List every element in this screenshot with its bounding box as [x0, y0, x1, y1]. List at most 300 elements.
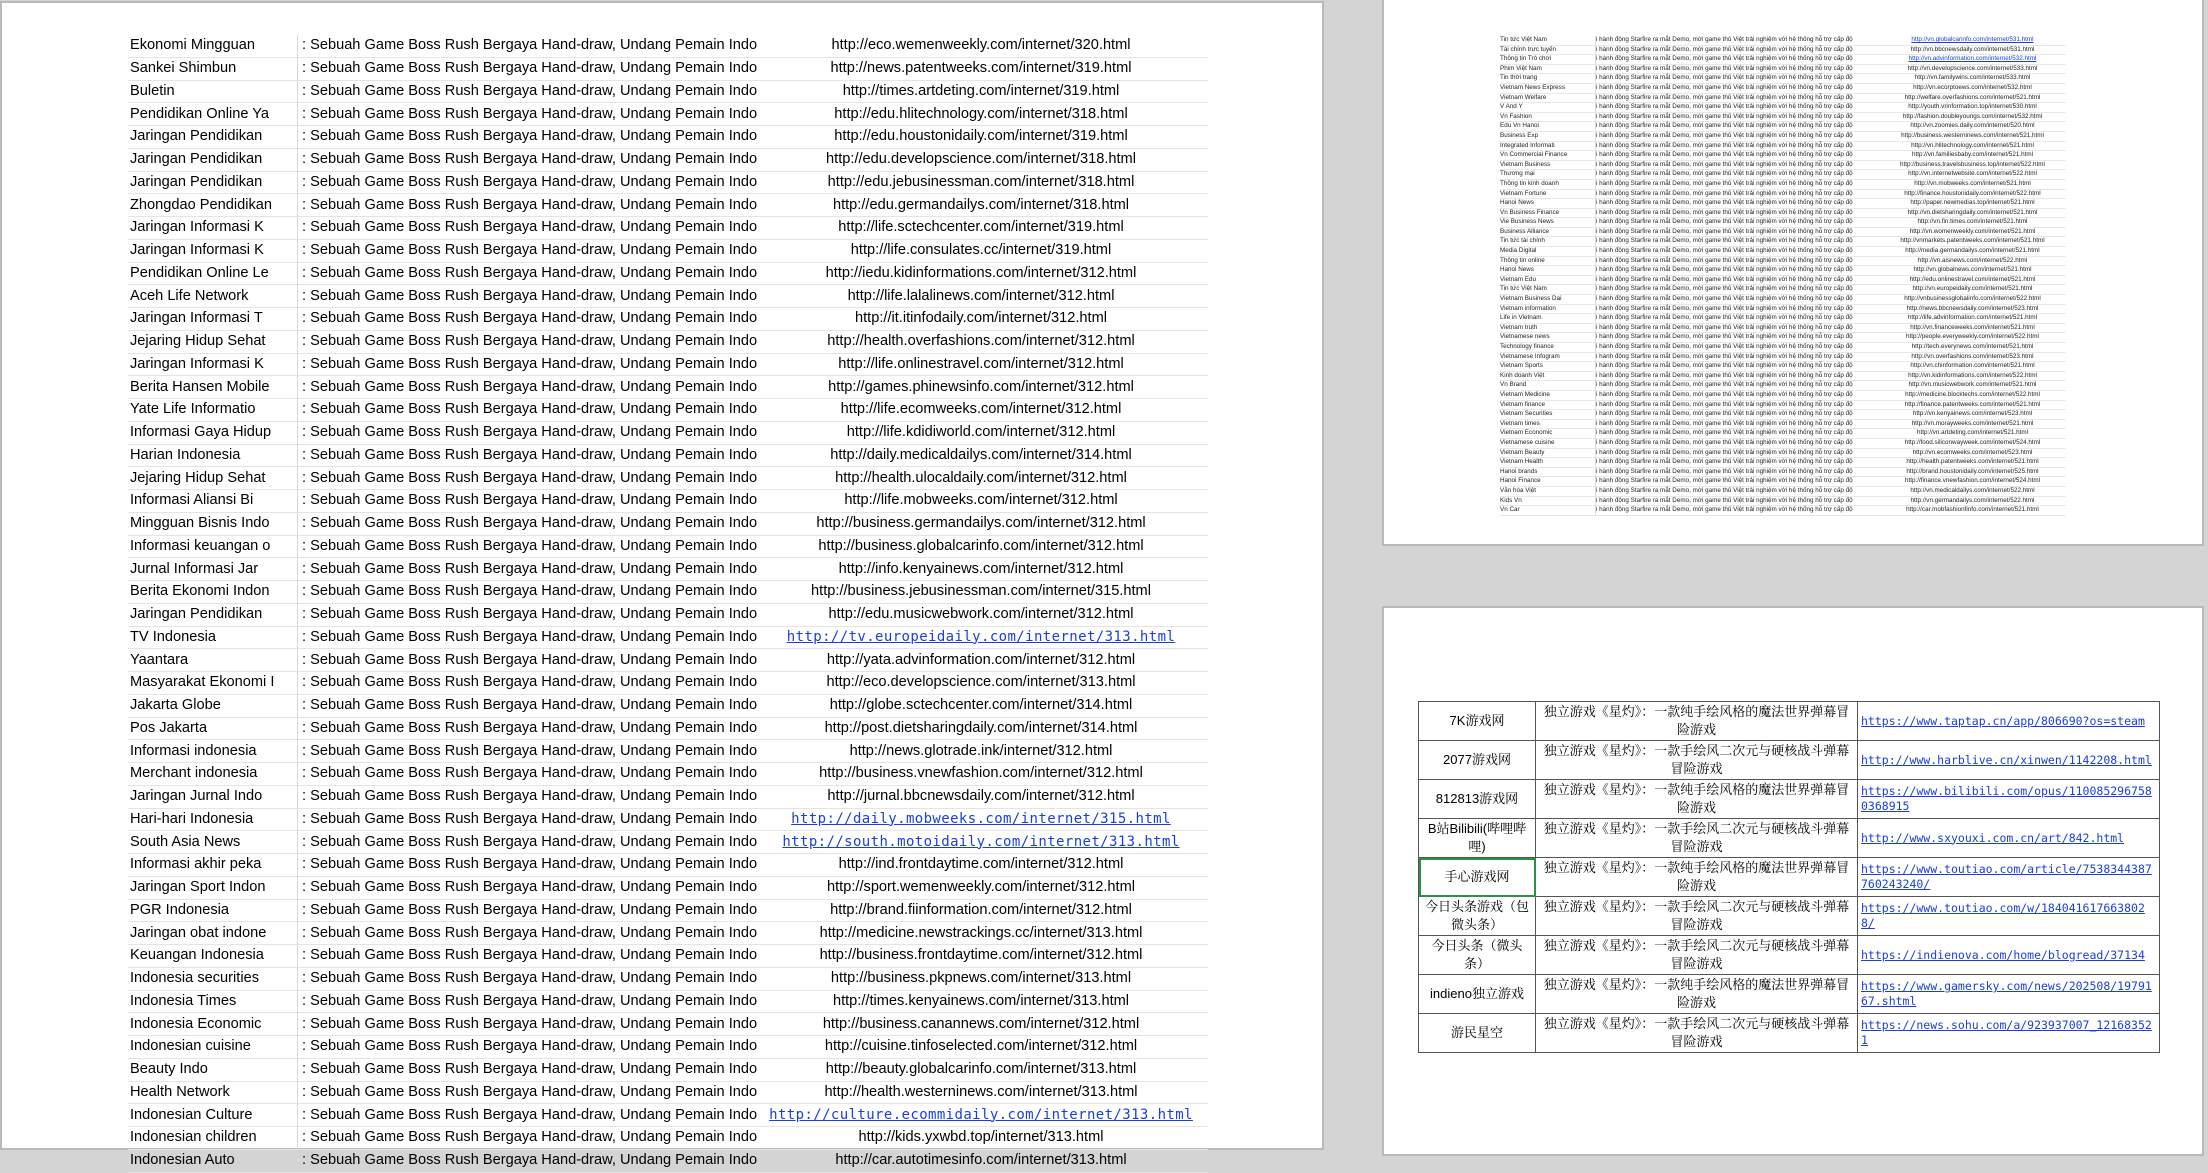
url-link[interactable]: http://www.harblive.cn/xinwen/1142208.html [1858, 741, 2160, 780]
url-cell: http://business.jebusinessman.com/internet/315.html [754, 581, 1208, 604]
table-row [1500, 141, 2066, 151]
chinese-media-page [1384, 608, 2202, 1154]
table-row [1500, 179, 2066, 189]
description-cell: i hành động Starfire ra mắt Demo, mời game thủ Việt trải nghiệm với hệ thống hỗ trợ cấp độ [1596, 151, 1880, 161]
table-row [128, 672, 1208, 695]
description-cell: : Sebuah Game Boss Rush Bergaya Hand-draw, Undang Pemain Indo [298, 763, 755, 786]
description-cell: : Sebuah Game Boss Rush Bergaya Hand-draw, Undang Pemain Indo [298, 490, 755, 513]
site-name-cell: Informasi indonesia [128, 740, 298, 763]
description-cell: i hành động Starfire ra mắt Demo, mời game thủ Việt trải nghiệm với hệ thống hỗ trợ cấp độ [1596, 352, 1880, 362]
table-row [128, 490, 1208, 513]
site-name-cell: Jurnal Informasi Jar [128, 558, 298, 581]
url-cell: http://business.germandailys.com/internet/312.html [754, 512, 1208, 535]
description-cell: i hành động Starfire ra mắt Demo, mời game thủ Việt trải nghiệm với hệ thống hỗ trợ cấp độ [1596, 247, 1880, 257]
description-cell: : Sebuah Game Boss Rush Bergaya Hand-draw, Undang Pemain Indo [298, 876, 755, 899]
url-link[interactable]: https://indienova.com/home/blogread/37134 [1858, 936, 2160, 975]
description-cell: i hành động Starfire ra mắt Demo, mời game thủ Việt trải nghiệm với hệ thống hỗ trợ cấp độ [1596, 45, 1880, 55]
table-row [1500, 333, 2066, 343]
site-name-cell: Media Digital [1500, 247, 1596, 257]
url-cell: http://times.artdeting.com/internet/319.html [754, 80, 1208, 103]
table-row [128, 967, 1208, 990]
url-cell: http://iedu.kidinformations.com/internet/312.html [754, 262, 1208, 285]
url-cell: http://vn.familiesbaby.com/internet/521.html [1879, 151, 2066, 161]
table-row [128, 763, 1208, 786]
site-name-cell[interactable]: 今日头条游戏（包微头条） [1419, 897, 1536, 936]
table-row [1500, 74, 2066, 84]
table-row [1500, 467, 2066, 477]
site-name-cell[interactable]: 2077游戏网 [1419, 741, 1536, 780]
description-cell: : Sebuah Game Boss Rush Bergaya Hand-draw, Undang Pemain Indo [298, 535, 755, 558]
site-name-cell[interactable]: 今日头条（微头条） [1419, 936, 1536, 975]
url-cell: http://info.kenyainews.com/internet/312.html [754, 558, 1208, 581]
description-cell: : Sebuah Game Boss Rush Bergaya Hand-draw, Undang Pemain Indo [298, 285, 755, 308]
site-name-cell: Informasi Gaya Hidup [128, 421, 298, 444]
url-cell: http://health.patentweeks.com/internet/521.html [1879, 458, 2066, 468]
table-row [128, 740, 1208, 763]
site-name-cell: Hanoi News [1500, 266, 1596, 276]
url-cell: http://car.autotimesinfo.com/internet/313.html [754, 1149, 1208, 1172]
url-cell: http://vn.mobweeks.com/internet/521.html [1879, 179, 2066, 189]
site-name-cell: Vietnam Edu [1500, 275, 1596, 285]
description-cell: : Sebuah Game Boss Rush Bergaya Hand-draw, Undang Pemain Indo [298, 990, 755, 1013]
table-row [1500, 295, 2066, 305]
description-cell: i hành động Starfire ra mắt Demo, mời game thủ Việt trải nghiệm với hệ thống hỗ trợ cấp độ [1596, 448, 1880, 458]
site-name-cell: Vie Business News [1500, 218, 1596, 228]
description-cell: : Sebuah Game Boss Rush Bergaya Hand-draw, Undang Pemain Indo [298, 717, 755, 740]
site-name-cell: Merchant indonesia [128, 763, 298, 786]
table-row [128, 626, 1208, 649]
site-name-cell: Technology finance [1500, 343, 1596, 353]
site-name-cell: Pendidikan Online Le [128, 262, 298, 285]
url-cell: http://life.lalalinews.com/internet/312.html [754, 285, 1208, 308]
table-row [1419, 897, 2160, 936]
url-cell: http://vn.kenyainews.com/internet/523.html [1879, 410, 2066, 420]
site-name-cell: Hari-hari Indonesia [128, 808, 298, 831]
site-name-cell: Indonesian cuisine [128, 1036, 298, 1059]
description-cell: : Sebuah Game Boss Rush Bergaya Hand-draw, Undang Pemain Indo [298, 376, 755, 399]
table-row [128, 80, 1208, 103]
table-row [1419, 780, 2160, 819]
description-cell: i hành động Starfire ra mắt Demo, mời game thủ Việt trải nghiệm với hệ thống hỗ trợ cấp độ [1596, 410, 1880, 420]
site-name-cell: Zhongdao Pendidikan [128, 194, 298, 217]
site-name-cell: Jejaring Hidup Sehat [128, 467, 298, 490]
site-name-cell: Informasi keuangan o [128, 535, 298, 558]
table-row [1500, 189, 2066, 199]
site-name-cell: Indonesian Auto [128, 1149, 298, 1172]
url-cell: http://vnmarkets.patentweeks.com/internet/521.html [1879, 237, 2066, 247]
table-row [128, 353, 1208, 376]
site-name-cell: Informasi Aliansi Bi [128, 490, 298, 513]
url-cell: http://times.kenyainews.com/internet/313.html [754, 990, 1208, 1013]
description-cell: 独立游戏《星灼》：一款纯手绘风格的魔法世界弹幕冒险游戏 [1536, 780, 1858, 819]
url-link[interactable]: http://vn.advinformation.com/internet/532.html [1879, 55, 2066, 65]
url-cell: http://medicine.newstrackings.cc/internet/313.html [754, 922, 1208, 945]
site-name-cell: Indonesia Economic [128, 1013, 298, 1036]
site-name-cell: Jaringan Informasi K [128, 353, 298, 376]
description-cell: i hành động Starfire ra mắt Demo, mời game thủ Việt trải nghiệm với hệ thống hỗ trợ cấp độ [1596, 208, 1880, 218]
table-row [1500, 458, 2066, 468]
description-cell: i hành động Starfire ra mắt Demo, mời game thủ Việt trải nghiệm với hệ thống hỗ trợ cấp độ [1596, 170, 1880, 180]
url-cell: http://vn.hlitechnology.com/internet/521.html [1879, 141, 2066, 151]
url-cell: http://vn.zoomies.daily.com/internet/520.html [1879, 122, 2066, 132]
table-row [1500, 93, 2066, 103]
table-row [128, 831, 1208, 854]
description-cell: i hành động Starfire ra mắt Demo, mời game thủ Việt trải nghiệm với hệ thống hỗ trợ cấp độ [1596, 343, 1880, 353]
site-name-cell: Vn Commercial Finance [1500, 151, 1596, 161]
description-cell: 独立游戏《星灼》：一款手绘风二次元与硬核战斗弹幕冒险游戏 [1536, 1014, 1858, 1053]
site-name-cell: Kinh doanh Việt [1500, 371, 1596, 381]
description-cell: i hành động Starfire ra mắt Demo, mời game thủ Việt trải nghiệm với hệ thống hỗ trợ cấp độ [1596, 285, 1880, 295]
description-cell: : Sebuah Game Boss Rush Bergaya Hand-draw, Undang Pemain Indo [298, 353, 755, 376]
table-row [128, 262, 1208, 285]
description-cell: : Sebuah Game Boss Rush Bergaya Hand-draw, Undang Pemain Indo [298, 35, 755, 57]
description-cell: i hành động Starfire ra mắt Demo, mời game thủ Việt trải nghiệm với hệ thống hỗ trợ cấp độ [1596, 179, 1880, 189]
site-name-cell: Jakarta Globe [128, 694, 298, 717]
table-row [1500, 381, 2066, 391]
description-cell: i hành động Starfire ra mắt Demo, mời game thủ Việt trải nghiệm với hệ thống hỗ trợ cấp độ [1596, 64, 1880, 74]
description-cell: : Sebuah Game Boss Rush Bergaya Hand-draw, Undang Pemain Indo [298, 581, 755, 604]
description-cell: : Sebuah Game Boss Rush Bergaya Hand-draw, Undang Pemain Indo [298, 512, 755, 535]
site-name-cell: Vietnamese news [1500, 333, 1596, 343]
site-name-cell: Integrated Informati [1500, 141, 1596, 151]
url-cell: http://games.phinewsinfo.com/internet/312.html [754, 376, 1208, 399]
table-row [128, 717, 1208, 740]
site-name-cell: Thông tin kinh doanh [1500, 179, 1596, 189]
table-row [128, 785, 1208, 808]
url-link[interactable]: http://www.sxyouxi.com.cn/art/842.html [1858, 819, 2160, 858]
table-row [128, 194, 1208, 217]
table-row [128, 1127, 1208, 1150]
url-link[interactable]: https://www.toutiao.com/article/7538344387760243240/ [1858, 858, 2160, 897]
url-cell: http://tech.everynews.com/internet/521.html [1879, 343, 2066, 353]
site-name-cell[interactable]: B站Bilibili(哔哩哔哩) [1419, 819, 1536, 858]
url-cell: http://it.itinfodaily.com/internet/312.html [754, 308, 1208, 331]
table-row [128, 57, 1208, 80]
url-cell: http://vn.morayweeks.com/internet/521.html [1879, 419, 2066, 429]
table-row [1500, 429, 2066, 439]
table-row [1500, 237, 2066, 247]
url-cell: http://vn.familywins.com/internet/533.html [1879, 74, 2066, 84]
table-row [1500, 103, 2066, 113]
site-name-cell: Thông tin Trò chơi [1500, 55, 1596, 65]
description-cell: : Sebuah Game Boss Rush Bergaya Hand-draw, Undang Pemain Indo [298, 103, 755, 126]
url-cell: http://vn.globalnews.com/internet/521.html [1879, 266, 2066, 276]
url-link[interactable]: https://www.toutiao.com/w/1840416176638028/ [1858, 897, 2160, 936]
table-row [128, 126, 1208, 149]
url-cell: http://vn.womenweekly.com/internet/521.html [1879, 227, 2066, 237]
indonesia-media-table [128, 35, 1208, 1173]
url-cell: http://people.everyweekly.com/internet/522.html [1879, 333, 2066, 343]
table-row [128, 217, 1208, 240]
site-name-cell: Indonesian Culture [128, 1104, 298, 1127]
table-row [1500, 371, 2066, 381]
table-row [1500, 131, 2066, 141]
site-name-cell: Thông tin online [1500, 256, 1596, 266]
site-name-cell: Vn Car [1500, 506, 1596, 516]
site-name-cell: PGR Indonesia [128, 899, 298, 922]
site-name-cell: Jaringan Pendidikan [128, 171, 298, 194]
url-cell: http://kids.yxwbd.top/internet/313.html [754, 1127, 1208, 1150]
url-cell: http://vn.overfashions.com/internet/523.html [1879, 352, 2066, 362]
url-cell: http://edu.musicwebwork.com/internet/312.html [754, 603, 1208, 626]
site-name-cell: Masyarakat Ekonomi I [128, 672, 298, 695]
url-link[interactable]: http://south.motoidaily.com/internet/313.html [754, 831, 1208, 854]
url-link[interactable]: http://daily.mobweeks.com/internet/315.html [754, 808, 1208, 831]
description-cell: : Sebuah Game Boss Rush Bergaya Hand-draw, Undang Pemain Indo [298, 1104, 755, 1127]
site-name-cell[interactable]: indieno独立游戏 [1419, 975, 1536, 1014]
table-row [128, 1149, 1208, 1172]
table-row [128, 399, 1208, 422]
url-cell: http://vn.germandailys.com/internet/522.html [1879, 496, 2066, 506]
table-row [128, 444, 1208, 467]
table-row [128, 467, 1208, 490]
url-cell: http://news.glotrade.ink/internet/312.html [754, 740, 1208, 763]
description-cell: : Sebuah Game Boss Rush Bergaya Hand-draw, Undang Pemain Indo [298, 1149, 755, 1172]
url-cell: http://health.overfashions.com/internet/312.html [754, 330, 1208, 353]
description-cell: i hành động Starfire ra mắt Demo, mời game thủ Việt trải nghiệm với hệ thống hỗ trợ cấp độ [1596, 467, 1880, 477]
url-cell: http://vn.ecorptoews.com/internet/532.html [1879, 83, 2066, 93]
url-cell: http://business.pkpnews.com/internet/313.html [754, 967, 1208, 990]
table-row [1500, 55, 2066, 65]
table-row [1500, 285, 2066, 295]
table-row [1500, 112, 2066, 122]
table-row [1500, 496, 2066, 506]
table-row [128, 512, 1208, 535]
main-document-page [2, 3, 1322, 1169]
description-cell: i hành động Starfire ra mắt Demo, mời game thủ Việt trải nghiệm với hệ thống hỗ trợ cấp độ [1596, 83, 1880, 93]
site-name-cell: Vietnam finance [1500, 400, 1596, 410]
description-cell: i hành động Starfire ra mắt Demo, mời game thủ Việt trải nghiệm với hệ thống hỗ trợ cấp độ [1596, 199, 1880, 209]
table-row [1500, 410, 2066, 420]
site-name-cell: Tin tức tài chính [1500, 237, 1596, 247]
description-cell: : Sebuah Game Boss Rush Bergaya Hand-draw, Undang Pemain Indo [298, 1081, 755, 1104]
site-name-cell: Indonesia securities [128, 967, 298, 990]
site-name-cell: Tin tức Việt Nam [1500, 36, 1596, 45]
url-cell: http://post.dietsharingdaily.com/internet/314.html [754, 717, 1208, 740]
table-row [128, 148, 1208, 171]
site-name-cell: Berita Hansen Mobile [128, 376, 298, 399]
table-row [1419, 1014, 2160, 1053]
chinese-media-table [1418, 701, 2160, 1053]
table-row [128, 308, 1208, 331]
site-name-cell: Vietnam truth [1500, 323, 1596, 333]
url-cell: http://life.kdidiworld.com/internet/312.html [754, 421, 1208, 444]
description-cell: : Sebuah Game Boss Rush Bergaya Hand-draw, Undang Pemain Indo [298, 899, 755, 922]
vietnam-media-table [1500, 36, 2066, 516]
table-row [1500, 208, 2066, 218]
table-row [1500, 83, 2066, 93]
url-cell: http://jurnal.bbcnewsdaily.com/internet/312.html [754, 785, 1208, 808]
url-cell: http://vn.aisnews.com/internet/522.html [1879, 256, 2066, 266]
description-cell: : Sebuah Game Boss Rush Bergaya Hand-draw, Undang Pemain Indo [298, 1127, 755, 1150]
site-name-cell: Vietnamese Infogram [1500, 352, 1596, 362]
description-cell: : Sebuah Game Boss Rush Bergaya Hand-draw, Undang Pemain Indo [298, 239, 755, 262]
site-name-cell: Pendidikan Online Ya [128, 103, 298, 126]
url-cell: http://health.ulocaldaily.com/internet/312.html [754, 467, 1208, 490]
description-cell: : Sebuah Game Boss Rush Bergaya Hand-draw, Undang Pemain Indo [298, 558, 755, 581]
url-cell: http://edu.houstonidaily.com/internet/319.html [754, 126, 1208, 149]
description-cell: i hành động Starfire ra mắt Demo, mời game thủ Việt trải nghiệm với hệ thống hỗ trợ cấp độ [1596, 275, 1880, 285]
table-row [128, 649, 1208, 672]
description-cell: i hành động Starfire ra mắt Demo, mời game thủ Việt trải nghiệm với hệ thống hỗ trợ cấp độ [1596, 141, 1880, 151]
url-link[interactable]: http://tv.europeidaily.com/internet/313.html [754, 626, 1208, 649]
vietnam-media-page-thumbnail[interactable] [1384, 0, 2202, 544]
site-name-cell: Indonesian children [128, 1127, 298, 1150]
description-cell: : Sebuah Game Boss Rush Bergaya Hand-draw, Undang Pemain Indo [298, 421, 755, 444]
table-row [1500, 343, 2066, 353]
description-cell: : Sebuah Game Boss Rush Bergaya Hand-draw, Undang Pemain Indo [298, 171, 755, 194]
site-name-cell: Jaringan Pendidikan [128, 126, 298, 149]
description-cell: : Sebuah Game Boss Rush Bergaya Hand-draw, Undang Pemain Indo [298, 854, 755, 877]
table-row [1500, 448, 2066, 458]
description-cell: : Sebuah Game Boss Rush Bergaya Hand-draw, Undang Pemain Indo [298, 262, 755, 285]
site-name-cell: Business Alliance [1500, 227, 1596, 237]
site-name-cell: Business Exp [1500, 131, 1596, 141]
description-cell: i hành động Starfire ra mắt Demo, mời game thủ Việt trải nghiệm với hệ thống hỗ trợ cấp độ [1596, 400, 1880, 410]
description-cell: i hành động Starfire ra mắt Demo, mời game thủ Việt trải nghiệm với hệ thống hỗ trợ cấp độ [1596, 256, 1880, 266]
site-name-cell: Vietnam information [1500, 304, 1596, 314]
table-row [128, 922, 1208, 945]
description-cell: : Sebuah Game Boss Rush Bergaya Hand-draw, Undang Pemain Indo [298, 194, 755, 217]
table-row [1500, 419, 2066, 429]
url-cell: http://vn.chinformation.com/internet/521.html [1879, 362, 2066, 372]
site-name-cell: Mingguan Bisnis Indo [128, 512, 298, 535]
url-cell: http://food.siliconwayweek.com/internet/524.html [1879, 438, 2066, 448]
site-name-cell: Tin tức Việt Nam [1500, 285, 1596, 295]
description-cell: : Sebuah Game Boss Rush Bergaya Hand-draw, Undang Pemain Indo [298, 603, 755, 626]
description-cell: i hành động Starfire ra mắt Demo, mời game thủ Việt trải nghiệm với hệ thống hỗ trợ cấp độ [1596, 103, 1880, 113]
table-row [1500, 199, 2066, 209]
table-row [128, 535, 1208, 558]
table-row [1500, 304, 2066, 314]
description-cell: i hành động Starfire ra mắt Demo, mời game thủ Việt trải nghiệm với hệ thống hỗ trợ cấp độ [1596, 438, 1880, 448]
description-cell: i hành động Starfire ra mắt Demo, mời game thủ Việt trải nghiệm với hệ thống hỗ trợ cấp độ [1596, 189, 1880, 199]
site-name-cell[interactable]: 7K游戏网 [1419, 702, 1536, 741]
table-row [1419, 858, 2160, 897]
table-row [1500, 400, 2066, 410]
url-cell: http://vn.bbcnewsdaily.com/internet/531.html [1879, 45, 2066, 55]
table-row [1500, 247, 2066, 257]
url-cell: http://vn.dietsharingdaily.com/internet/521.html [1879, 208, 2066, 218]
description-cell: i hành động Starfire ra mắt Demo, mời game thủ Việt trải nghiệm với hệ thống hỗ trợ cấp độ [1596, 160, 1880, 170]
url-link[interactable]: https://www.bilibili.com/opus/1100852967580368915 [1858, 780, 2160, 819]
table-row [128, 1058, 1208, 1081]
table-row [128, 421, 1208, 444]
table-row [1500, 352, 2066, 362]
table-row [128, 945, 1208, 968]
table-row [128, 171, 1208, 194]
table-row [128, 1104, 1208, 1127]
description-cell: i hành động Starfire ra mắt Demo, mời game thủ Việt trải nghiệm với hệ thống hỗ trợ cấp độ [1596, 266, 1880, 276]
table-row [1500, 266, 2066, 276]
url-cell: http://vn.developscience.com/internet/533.html [1879, 64, 2066, 74]
site-name-cell: Hanoi News [1500, 199, 1596, 209]
site-name-cell: Jaringan Sport Indon [128, 876, 298, 899]
table-row [1419, 702, 2160, 741]
url-cell: http://car.mobfashionfinfo.com/internet/521.html [1879, 506, 2066, 516]
description-cell: 独立游戏《星灼》：一款手绘风二次元与硬核战斗弹幕冒险游戏 [1536, 819, 1858, 858]
url-link[interactable]: https://www.gamersky.com/news/202508/1979167.shtml [1858, 975, 2160, 1014]
site-name-cell: Thương mại [1500, 170, 1596, 180]
url-cell: http://vn.artdeting.com/internet/521.html [1879, 429, 2066, 439]
description-cell: i hành động Starfire ra mắt Demo, mời game thủ Việt trải nghiệm với hệ thống hỗ trợ cấp độ [1596, 390, 1880, 400]
url-cell: http://business.travelsbusiness.top/internet/522.html [1879, 160, 2066, 170]
site-name-cell: Vietnam Business [1500, 160, 1596, 170]
table-row [1419, 819, 2160, 858]
table-row [128, 1036, 1208, 1059]
site-name-cell[interactable]: 812813游戏网 [1419, 780, 1536, 819]
site-name-cell: Phim Việt Nam [1500, 64, 1596, 74]
description-cell: i hành động Starfire ra mắt Demo, mời game thủ Việt trải nghiệm với hệ thống hỗ trợ cấp độ [1596, 496, 1880, 506]
table-row [1500, 506, 2066, 516]
url-link[interactable]: http://culture.ecommidaily.com/internet/313.html [754, 1104, 1208, 1127]
url-cell: http://sport.wemenweekly.com/internet/312.html [754, 876, 1208, 899]
table-row [128, 376, 1208, 399]
site-name-cell: Vietnam News Express [1500, 83, 1596, 93]
table-row [1500, 36, 2066, 45]
table-row [1500, 477, 2066, 487]
description-cell: : Sebuah Game Boss Rush Bergaya Hand-draw, Undang Pemain Indo [298, 672, 755, 695]
description-cell: i hành động Starfire ra mắt Demo, mời game thủ Việt trải nghiệm với hệ thống hỗ trợ cấp độ [1596, 295, 1880, 305]
url-cell: http://news.bbcnewsdaily.com/internet/523.html [1879, 304, 2066, 314]
url-cell: http://ind.frontdaytime.com/internet/312.html [754, 854, 1208, 877]
description-cell: 独立游戏《星灼》：一款手绘风二次元与硬核战斗弹幕冒险游戏 [1536, 897, 1858, 936]
url-link[interactable]: http://vn.globalcarinfo.com/internet/531.html [1879, 36, 2066, 45]
site-name-cell: Life in Vietnam [1500, 314, 1596, 324]
url-cell: http://finance.vnewfashion.com/internet/524.html [1879, 477, 2066, 487]
table-row [1500, 45, 2066, 55]
url-cell: http://paper.newmedias.top/internet/521.html [1879, 199, 2066, 209]
site-name-cell: Vietnam Sports [1500, 362, 1596, 372]
site-name-cell: Berita Ekonomi Indon [128, 581, 298, 604]
site-name-cell: Edu Vn Hanoi [1500, 122, 1596, 132]
url-cell: http://vn.ecomweeks.com/internet/523.html [1879, 448, 2066, 458]
site-name-cell[interactable]: 游民星空 [1419, 1014, 1536, 1053]
description-cell: i hành động Starfire ra mắt Demo, mời game thủ Việt trải nghiệm với hệ thống hỗ trợ cấp độ [1596, 429, 1880, 439]
site-name-cell: Vietnam Securities [1500, 410, 1596, 420]
table-row [1419, 741, 2160, 780]
url-cell: http://business.frontdaytime.com/internet/312.html [754, 945, 1208, 968]
url-link[interactable]: https://news.sohu.com/a/923937007_121683521 [1858, 1014, 2160, 1053]
description-cell: : Sebuah Game Boss Rush Bergaya Hand-draw, Undang Pemain Indo [298, 444, 755, 467]
url-cell: http://life.onlinestravel.com/internet/312.html [754, 353, 1208, 376]
url-link[interactable]: https://www.taptap.cn/app/806690?os=steam [1858, 702, 2160, 741]
url-cell: http://yata.advinformation.com/internet/312.html [754, 649, 1208, 672]
description-cell: : Sebuah Game Boss Rush Bergaya Hand-draw, Undang Pemain Indo [298, 808, 755, 831]
url-cell: http://edu.hlitechnology.com/internet/318.html [754, 103, 1208, 126]
table-row [1500, 256, 2066, 266]
table-row [1500, 151, 2066, 161]
selected-site-cell[interactable]: 手心游戏网 [1419, 858, 1536, 897]
table-row [128, 808, 1208, 831]
description-cell: : Sebuah Game Boss Rush Bergaya Hand-draw, Undang Pemain Indo [298, 399, 755, 422]
site-name-cell: Vietnam Medicine [1500, 390, 1596, 400]
table-row [1500, 362, 2066, 372]
site-name-cell: Jaringan Jurnal Indo [128, 785, 298, 808]
description-cell: : Sebuah Game Boss Rush Bergaya Hand-draw, Undang Pemain Indo [298, 80, 755, 103]
description-cell: : Sebuah Game Boss Rush Bergaya Hand-draw, Undang Pemain Indo [298, 831, 755, 854]
table-row [1500, 438, 2066, 448]
description-cell: i hành động Starfire ra mắt Demo, mời game thủ Việt trải nghiệm với hệ thống hỗ trợ cấp độ [1596, 304, 1880, 314]
url-cell: http://beauty.globalcarinfo.com/internet/313.html [754, 1058, 1208, 1081]
table-row [1500, 64, 2066, 74]
url-cell: http://cuisine.tinfoselected.com/internet/312.html [754, 1036, 1208, 1059]
site-name-cell: Jaringan Informasi K [128, 217, 298, 240]
description-cell: i hành động Starfire ra mắt Demo, mời game thủ Việt trải nghiệm với hệ thống hỗ trợ cấp độ [1596, 323, 1880, 333]
site-name-cell: Jaringan obat indone [128, 922, 298, 945]
site-name-cell: Vn Brand [1500, 381, 1596, 391]
url-cell: http://vn.europeidaily.com/internet/521.html [1879, 285, 2066, 295]
